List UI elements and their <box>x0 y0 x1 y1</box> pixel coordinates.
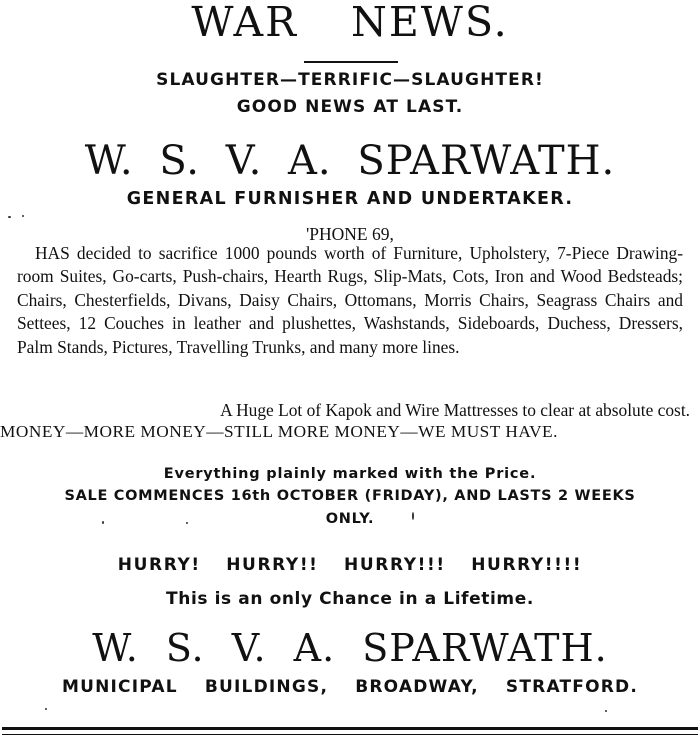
phone-number: 'PHONE 69, <box>306 224 394 244</box>
headline-slaughter: SLAUGHTER—TERRIFIC—SLAUGHTER! <box>156 70 544 90</box>
print-speck <box>22 215 24 217</box>
firm-trade-line: GENERAL FURNISHER AND UNDERTAKER. <box>126 189 574 209</box>
firm-address: MUNICIPAL BUILDINGS, BROADWAY, STRATFORD. <box>61 677 639 697</box>
print-speck <box>412 512 414 520</box>
money-slogan: MONEY—MORE MONEY—STILL MORE MONEY—WE MUST HAVE. <box>0 422 558 441</box>
print-speck <box>45 708 47 710</box>
masthead-title: WAR NEWS. <box>191 0 509 46</box>
print-speck <box>186 522 188 524</box>
print-speck <box>102 521 104 524</box>
firm-name-footer: W. S. V. A. SPARWATH. <box>92 626 608 670</box>
masthead-underline <box>304 61 398 63</box>
stock-list-paragraph: HAS decided to sacrifice 1000 pounds worth of Furniture, Upholstery, 7-Piece Drawing-room Suites, Go-carts, Push-chairs, Hearth Rugs, Slip-Mats, Cots, Iron and Wood Bedsteads; Chairs, Chesterfields, Divans, Daisy Chairs, Ottomans, Morris Chairs, Seagrass Chairs and Settees, 12 Couches in leather and plushettes, Washstands, Sideboards, Duchess, Dressers, Palm Stands, Pictures, Travelling Trunks, and many more lines. <box>17 243 683 357</box>
footer-thick-rule <box>2 727 698 730</box>
hurry-line: HURRY! HURRY!! HURRY!!! HURRY!!!! <box>117 555 583 575</box>
headline-good-news: GOOD NEWS AT LAST. <box>236 97 464 117</box>
price-marked-line: Everything plainly marked with the Price. <box>163 466 537 482</box>
print-speck <box>605 710 607 712</box>
sale-commences-line: SALE COMMENCES 16th OCTOBER (FRIDAY), AND LASTS 2 WEEKS <box>64 488 636 504</box>
print-speck <box>8 216 11 218</box>
sale-only-line: ONLY. <box>325 511 375 527</box>
firm-name-top: W. S. V. A. SPARWATH. <box>84 138 616 184</box>
only-chance-line: This is an only Chance in a Lifetime. <box>166 589 534 609</box>
kapok-mattresses-line: A Huge Lot of Kapok and Wire Mattresses to clear at absolute cost. <box>220 400 690 420</box>
footer-thin-rule <box>2 734 698 735</box>
